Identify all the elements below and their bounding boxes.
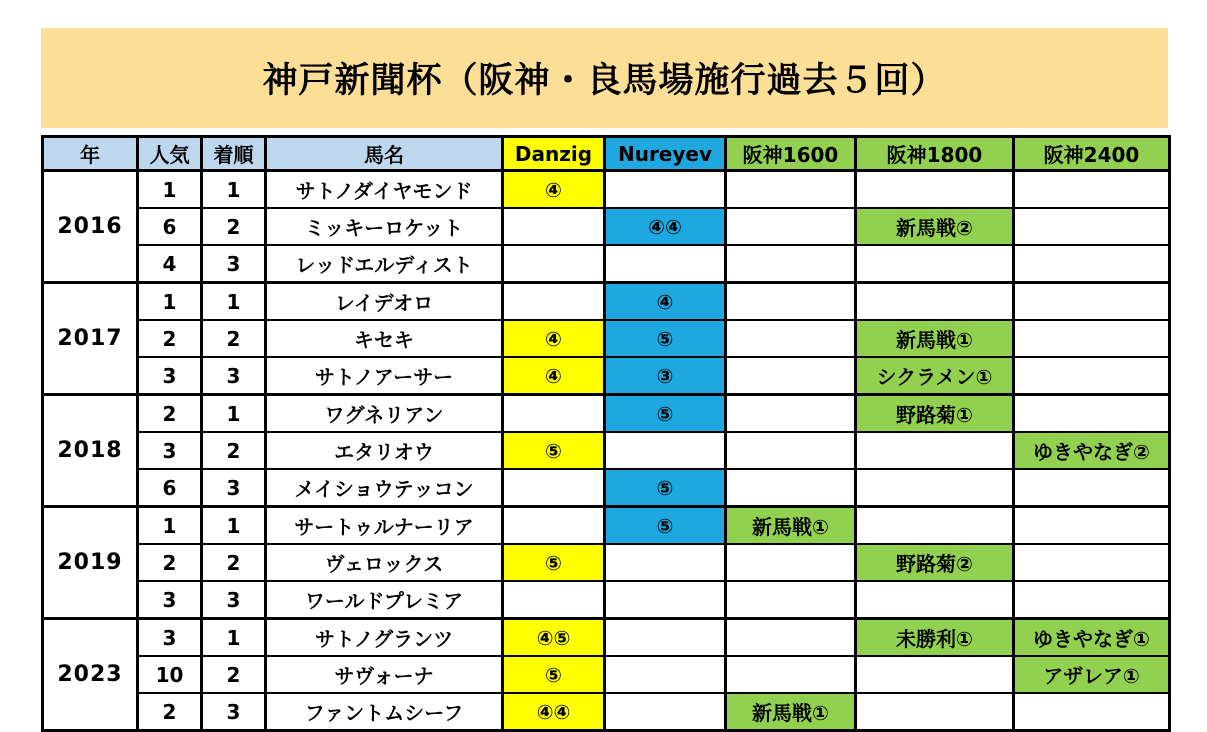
- hanshin2400-cell: [1014, 693, 1170, 731]
- horse-name-cell: メイショウテッコン: [266, 469, 503, 507]
- hanshin1800-cell: [856, 581, 1014, 619]
- horse-name-cell: サヴォーナ: [266, 656, 503, 693]
- table-row: [43, 208, 1170, 245]
- header-row: [43, 137, 1170, 171]
- popularity-cell: 3: [138, 357, 202, 395]
- horse-name-cell: エタリオウ: [266, 432, 503, 469]
- popularity-cell: 2: [138, 693, 202, 731]
- finish-cell: 2: [202, 320, 266, 357]
- finish-cell: 1: [202, 507, 266, 545]
- hanshin2400-cell: [1014, 507, 1170, 545]
- hanshin2400-cell: [1014, 469, 1170, 507]
- header-hanshin1600: 阪神1600: [726, 137, 856, 171]
- horse-name-cell: ワグネリアン: [266, 395, 503, 433]
- hanshin1600-cell: [726, 395, 856, 433]
- popularity-cell: 2: [138, 544, 202, 581]
- popularity-cell: 1: [138, 507, 202, 545]
- table-row: [43, 395, 1170, 433]
- table-row: [43, 171, 1170, 209]
- horse-name-cell: サトノグランツ: [266, 619, 503, 657]
- finish-cell: 2: [202, 208, 266, 245]
- popularity-cell: 3: [138, 581, 202, 619]
- table-row: [43, 619, 1170, 657]
- finish-cell: 1: [202, 619, 266, 657]
- hanshin1600-cell: 新馬戦①: [726, 693, 856, 731]
- table-body: [43, 171, 1170, 731]
- popularity-cell: 10: [138, 656, 202, 693]
- nureyev-cell: [605, 693, 726, 731]
- nureyev-cell: [605, 544, 726, 581]
- table-row: [43, 245, 1170, 283]
- horse-name-cell: サトノダイヤモンド: [266, 171, 503, 209]
- finish-cell: 1: [202, 395, 266, 433]
- finish-cell: 3: [202, 693, 266, 731]
- hanshin1800-cell: [856, 432, 1014, 469]
- hanshin2400-cell: [1014, 395, 1170, 433]
- hanshin1800-cell: [856, 693, 1014, 731]
- danzig-cell: ⑤: [503, 544, 605, 581]
- header-finish: 着順: [202, 137, 266, 171]
- danzig-cell: [503, 208, 605, 245]
- danzig-cell: ④④: [503, 693, 605, 731]
- hanshin1600-cell: [726, 619, 856, 657]
- danzig-cell: [503, 245, 605, 283]
- hanshin1800-cell: [856, 507, 1014, 545]
- horse-name-cell: レッドエルディスト: [266, 245, 503, 283]
- popularity-cell: 1: [138, 171, 202, 209]
- finish-cell: 1: [202, 171, 266, 209]
- nureyev-cell: [605, 656, 726, 693]
- race-history-table: [41, 135, 1171, 732]
- hanshin1800-cell: シクラメン①: [856, 357, 1014, 395]
- hanshin1600-cell: [726, 656, 856, 693]
- danzig-cell: ⑤: [503, 432, 605, 469]
- danzig-cell: ④: [503, 320, 605, 357]
- hanshin1800-cell: [856, 245, 1014, 283]
- danzig-cell: ④: [503, 357, 605, 395]
- page-title: 神戸新聞杯（阪神・良馬場施行過去５回）: [262, 61, 947, 101]
- finish-cell: 1: [202, 283, 266, 321]
- horse-name-cell: ファントムシーフ: [266, 693, 503, 731]
- nureyev-cell: [605, 245, 726, 283]
- table-row: [43, 581, 1170, 619]
- danzig-cell: [503, 507, 605, 545]
- horse-name-cell: キセキ: [266, 320, 503, 357]
- horse-name-cell: サートゥルナーリア: [266, 507, 503, 545]
- header-horse-name: 馬名: [266, 137, 503, 171]
- danzig-cell: ⑤: [503, 656, 605, 693]
- nureyev-cell: ④: [605, 283, 726, 321]
- hanshin2400-cell: [1014, 581, 1170, 619]
- popularity-cell: 2: [138, 395, 202, 433]
- year-cell: 2023: [43, 619, 138, 731]
- nureyev-cell: [605, 581, 726, 619]
- hanshin2400-cell: [1014, 245, 1170, 283]
- hanshin2400-cell: ゆきやなぎ①: [1014, 619, 1170, 657]
- hanshin1800-cell: 野路菊②: [856, 544, 1014, 581]
- hanshin2400-cell: [1014, 320, 1170, 357]
- hanshin1600-cell: 新馬戦①: [726, 507, 856, 545]
- year-cell: 2017: [43, 283, 138, 395]
- year-cell: 2016: [43, 171, 138, 283]
- finish-cell: 2: [202, 544, 266, 581]
- danzig-cell: ④: [503, 171, 605, 209]
- header-hanshin2400: 阪神2400: [1014, 137, 1170, 171]
- horse-name-cell: ミッキーロケット: [266, 208, 503, 245]
- hanshin2400-cell: [1014, 208, 1170, 245]
- hanshin2400-cell: ゆきやなぎ②: [1014, 432, 1170, 469]
- table-row: [43, 544, 1170, 581]
- table-row: [43, 693, 1170, 731]
- horse-name-cell: ヴェロックス: [266, 544, 503, 581]
- hanshin1800-cell: 野路菊①: [856, 395, 1014, 433]
- header-danzig: Danzig: [503, 137, 605, 171]
- hanshin1800-cell: [856, 283, 1014, 321]
- table-row: [43, 469, 1170, 507]
- hanshin1600-cell: [726, 283, 856, 321]
- title-band: [41, 28, 1168, 128]
- header-popularity: 人気: [138, 137, 202, 171]
- horse-name-cell: ワールドプレミア: [266, 581, 503, 619]
- popularity-cell: 2: [138, 320, 202, 357]
- nureyev-cell: ⑤: [605, 507, 726, 545]
- header-hanshin1800: 阪神1800: [856, 137, 1014, 171]
- hanshin1600-cell: [726, 469, 856, 507]
- popularity-cell: 4: [138, 245, 202, 283]
- hanshin1600-cell: [726, 320, 856, 357]
- popularity-cell: 3: [138, 432, 202, 469]
- danzig-cell: ④⑤: [503, 619, 605, 657]
- finish-cell: 3: [202, 357, 266, 395]
- hanshin1600-cell: [726, 171, 856, 209]
- header-year: 年: [43, 137, 138, 171]
- finish-cell: 3: [202, 469, 266, 507]
- danzig-cell: [503, 283, 605, 321]
- hanshin2400-cell: [1014, 357, 1170, 395]
- finish-cell: 2: [202, 432, 266, 469]
- page: [41, 28, 1168, 732]
- danzig-cell: [503, 395, 605, 433]
- year-cell: 2018: [43, 395, 138, 507]
- finish-cell: 3: [202, 245, 266, 283]
- popularity-cell: 6: [138, 469, 202, 507]
- hanshin1800-cell: 新馬戦②: [856, 208, 1014, 245]
- header-nureyev: Nureyev: [605, 137, 726, 171]
- hanshin1800-cell: [856, 171, 1014, 209]
- finish-cell: 2: [202, 656, 266, 693]
- nureyev-cell: ③: [605, 357, 726, 395]
- hanshin1600-cell: [726, 581, 856, 619]
- nureyev-cell: ⑤: [605, 395, 726, 433]
- table-row: [43, 320, 1170, 357]
- popularity-cell: 3: [138, 619, 202, 657]
- hanshin1800-cell: [856, 469, 1014, 507]
- nureyev-cell: [605, 432, 726, 469]
- nureyev-cell: [605, 171, 726, 209]
- hanshin2400-cell: [1014, 283, 1170, 321]
- hanshin1600-cell: [726, 357, 856, 395]
- horse-name-cell: サトノアーサー: [266, 357, 503, 395]
- table-row: [43, 283, 1170, 321]
- nureyev-cell: ⑤: [605, 469, 726, 507]
- table-row: [43, 656, 1170, 693]
- hanshin1600-cell: [726, 245, 856, 283]
- hanshin2400-cell: [1014, 544, 1170, 581]
- year-cell: 2019: [43, 507, 138, 619]
- hanshin1800-cell: 新馬戦①: [856, 320, 1014, 357]
- table-row: [43, 432, 1170, 469]
- danzig-cell: [503, 469, 605, 507]
- table-row: [43, 357, 1170, 395]
- horse-name-cell: レイデオロ: [266, 283, 503, 321]
- nureyev-cell: ④④: [605, 208, 726, 245]
- popularity-cell: 6: [138, 208, 202, 245]
- hanshin1600-cell: [726, 432, 856, 469]
- nureyev-cell: ⑤: [605, 320, 726, 357]
- hanshin2400-cell: [1014, 171, 1170, 209]
- hanshin1800-cell: 未勝利①: [856, 619, 1014, 657]
- finish-cell: 3: [202, 581, 266, 619]
- table-row: [43, 507, 1170, 545]
- hanshin2400-cell: アザレア①: [1014, 656, 1170, 693]
- hanshin1600-cell: [726, 544, 856, 581]
- hanshin1800-cell: [856, 656, 1014, 693]
- nureyev-cell: [605, 619, 726, 657]
- popularity-cell: 1: [138, 283, 202, 321]
- hanshin1600-cell: [726, 208, 856, 245]
- danzig-cell: [503, 581, 605, 619]
